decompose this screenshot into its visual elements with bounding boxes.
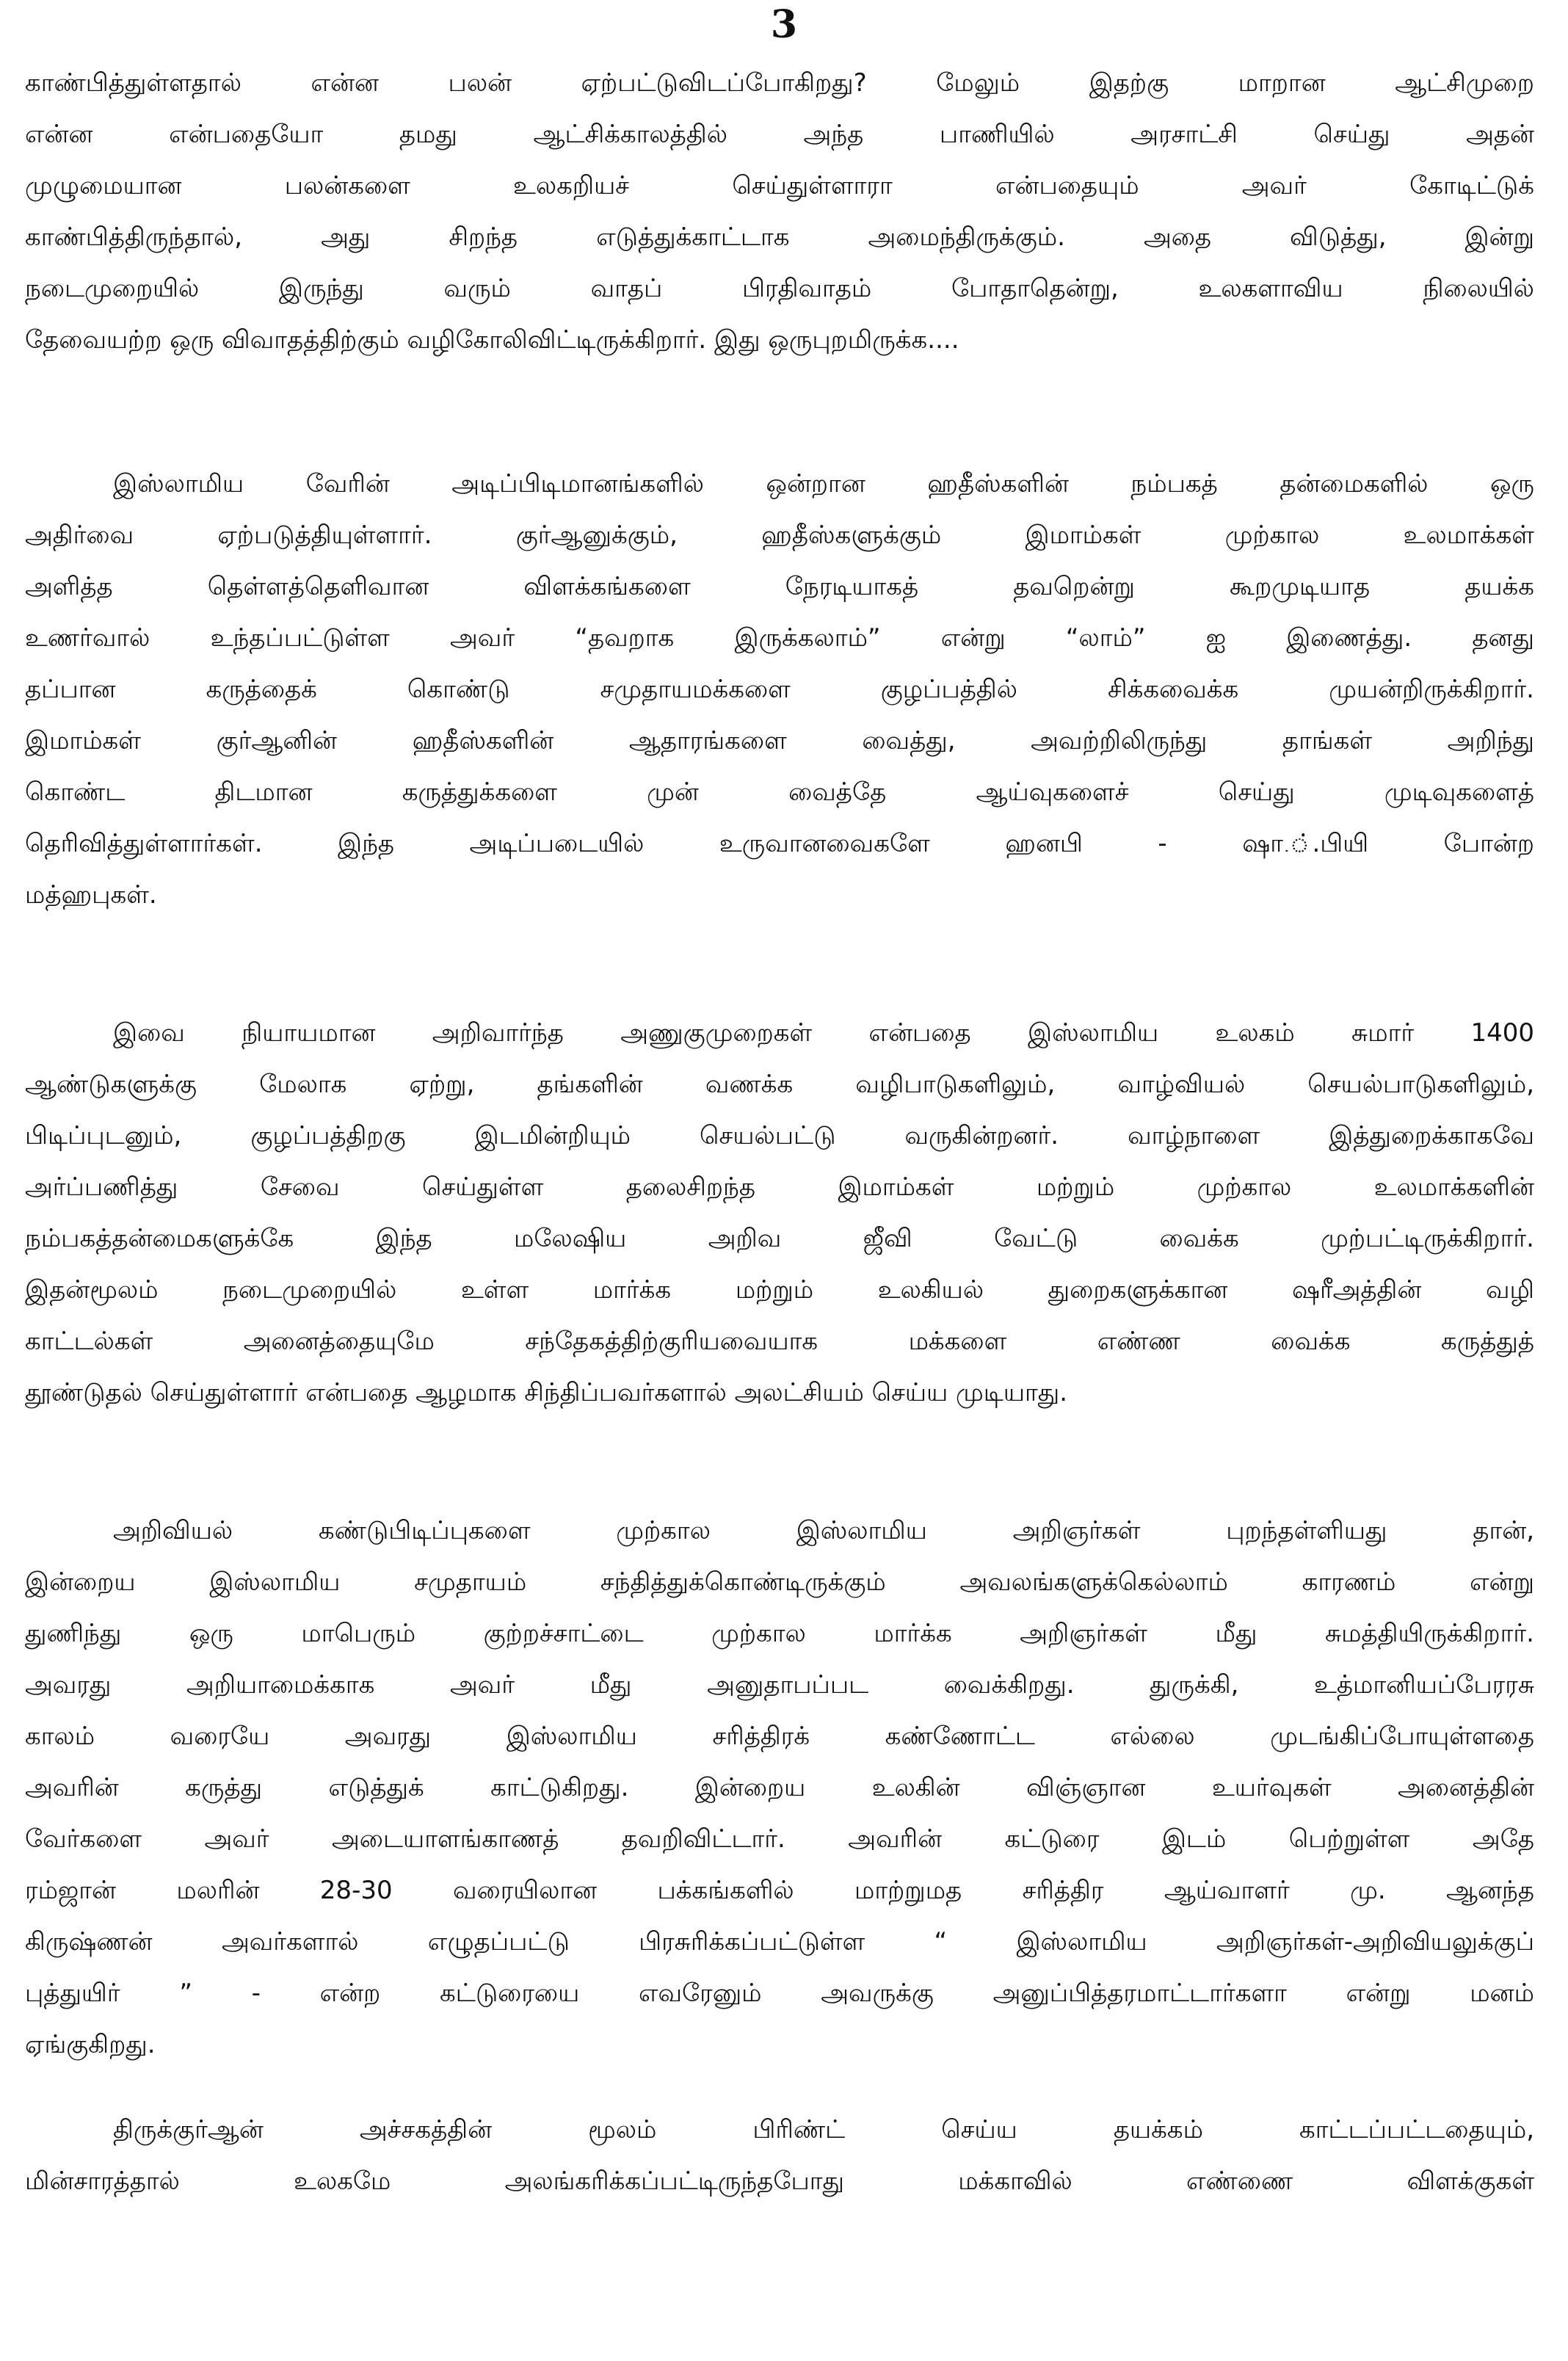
text-line: இன்றைய இஸ்லாமிய சமுதாயம் சந்தித்துக்கொண்டிருக்கும் அவலங்களுக்கெல்லாம் காரணம் என்று (25, 1567, 1534, 1597)
text-line: திருக்குர்ஆன் அச்சகத்தின் மூலம் பிரிண்ட் செய்ய தயக்கம் காட்டப்பட்டதையும், (113, 2115, 1534, 2144)
text-line: அறிவியல் கண்டுபிடிப்புகளை முற்கால இஸ்லாமிய அறிஞர்கள் புறந்தள்ளியது தான், (113, 1516, 1534, 1545)
text-line: கொண்ட திடமான கருத்துக்களை முன் வைத்தே ஆய்வுகளைச் செய்து முடிவுகளைத் (25, 777, 1534, 807)
text-line: பிடிப்புடனும், குழப்பத்திறகு இடமின்றியும் செயல்பட்டு வருகின்றனர். வாழ்நாளை இத்துறைக்காகவே (25, 1121, 1534, 1150)
paragraph-5 (25, 2104, 1534, 2207)
text-line: இவை நியாயமான அறிவார்ந்த அணுகுமுறைகள் என்பதை இஸ்லாமிய உலகம் சுமார் 1400 (113, 1018, 1534, 1048)
text-line: ஆண்டுகளுக்கு மேலாக ஏற்று, தங்களின் வணக்க வழிபாடுகளிலும், வாழ்வியல் செயல்பாடுகளிலும், (25, 1070, 1534, 1099)
paragraph-2 (25, 458, 1534, 921)
text-line: இதன்மூலம் நடைமுறையில் உள்ள மார்க்க மற்றும் உலகியல் துறைகளுக்கான ஷரீஅத்தின் வழி (25, 1275, 1534, 1305)
text-line: ஏங்குகிறது. (25, 2030, 156, 2059)
text-line: தூண்டுதல் செய்துள்ளார் என்பதை ஆழமாக சிந்திப்பவர்களால் அலட்சியம் செய்ய முடியாது. (25, 1378, 1068, 1407)
paragraph-1 (25, 57, 1534, 366)
text-line: மத்ஹபுகள். (25, 880, 157, 910)
page-number: 3 (770, 2, 798, 47)
text-line: காண்பித்துள்ளதால் என்ன பலன் ஏற்பட்டுவிடப்போகிறது? மேலும் இதற்கு மாறான ஆட்சிமுறை (25, 68, 1534, 98)
text-line: அளித்த தெள்ளத்தெளிவான விளக்கங்களை நேரடியாகத் தவறென்று கூறமுடியாத தயக்க (25, 572, 1534, 601)
paragraph-4 (25, 1505, 1534, 2070)
text-line: ரம்ஜான் மலரின் 28-30 வரையிலான பக்கங்களில் மாற்றுமத சரித்திர ஆய்வாளர் மு. ஆனந்த (25, 1876, 1534, 1905)
text-line: புத்துயிர் ” - என்ற கட்டுரையை எவரேனும் அவருக்கு அனுப்பித்தரமாட்டார்களா என்று மனம் (25, 1979, 1534, 2008)
text-line: அர்ப்பணித்து சேவை செய்துள்ள தலைசிறந்த இமாம்கள் மற்றும் முற்கால உலமாக்களின் (25, 1172, 1534, 1202)
paragraph-3 (25, 1007, 1534, 1418)
text-line: அதிர்வை ஏற்படுத்தியுள்ளார். குர்ஆனுக்கும், ஹதீஸ்களுக்கும் இமாம்கள் முற்கால உலமாக்கள் (25, 521, 1534, 550)
text-line: அவரது அறியாமைக்காக அவர் மீது அனுதாபப்பட வைக்கிறது. துருக்கி, உத்மானியப்பேரரசு (25, 1670, 1534, 1700)
text-line: தேவையற்ற ஒரு விவாதத்திற்கும் வழிகோலிவிட்டிருக்கிறார். இது ஒருபுறமிருக்க.... (25, 325, 959, 355)
text-line: முழுமையான பலன்களை உலகறியச் செய்துள்ளாரா என்பதையும் அவர் கோடிட்டுக் (25, 171, 1534, 200)
text-line: வேர்களை அவர் அடையாளங்காணத் தவறிவிட்டார். அவரின் கட்டுரை இடம் பெற்றுள்ள அதே (25, 1824, 1534, 1854)
text-line: காண்பித்திருந்தால், அது சிறந்த எடுத்துக்காட்டாக அமைந்திருக்கும். அதை விடுத்து, இன்று (25, 222, 1534, 252)
text-line: நடைமுறையில் இருந்து வரும் வாதப் பிரதிவாதம் போதாதென்று, உலகளாவிய நிலையில் (25, 274, 1534, 303)
text-line: இஸ்லாமிய வேரின் அடிப்பிடிமானங்களில் ஒன்றான ஹதீஸ்களின் நம்பகத் தன்மைகளில் ஒரு (113, 469, 1534, 498)
text-line: மின்சாரத்தால் உலகமே அலங்கரிக்கப்பட்டிருந்தபோது மக்காவில் எண்ணை விளக்குகள் (25, 2166, 1534, 2196)
text-line: தெரிவித்துள்ளார்கள். இந்த அடிப்படையில் உருவானவைகளே ஹனபி - ஷா.்.பியி போன்ற (25, 829, 1534, 858)
text-line: காட்டல்கள் அனைத்தையுமே சந்தேகத்திற்குரியவையாக மக்களை எண்ண வைக்க கருத்துத் (25, 1327, 1534, 1356)
text-line: துணிந்து ஒரு மாபெரும் குற்றச்சாட்டை முற்கால மார்க்க அறிஞர்கள் மீது சுமத்தியிருக்கிறார். (25, 1619, 1534, 1648)
text-line: தப்பான கருத்தைக் கொண்டு சமுதாயமக்களை குழப்பத்தில் சிக்கவைக்க முயன்றிருக்கிறார். (25, 675, 1534, 704)
text-line: காலம் வரையே அவரது இஸ்லாமிய சரித்திரக் கண்ணோட்ட எல்லை முடங்கிப்போயுள்ளதை (25, 1722, 1534, 1751)
text-line: என்ன என்பதையோ தமது ஆட்சிக்காலத்தில் அந்த பாணியில் அரசாட்சி செய்து அதன் (25, 120, 1534, 149)
text-line: நம்பகத்தன்மைகளுக்கே இந்த மலேஷிய அறிவ ஜீவி வேட்டு வைக்க முற்பட்டிருக்கிறார். (25, 1224, 1534, 1253)
text-line: இமாம்கள் குர்ஆனின் ஹதீஸ்களின் ஆதாரங்களை வைத்து, அவற்றிலிருந்து தாங்கள் அறிந்து (25, 726, 1534, 755)
text-line: அவரின் கருத்து எடுத்துக் காட்டுகிறது. இன்றைய உலகின் விஞ்ஞான உயர்வுகள் அனைத்தின் (25, 1773, 1534, 1802)
text-line: கிருஷ்ணன் அவர்களால் எழுதப்பட்டு பிரசுரிக்கப்பட்டுள்ள “ இஸ்லாமிய அறிஞர்கள்-அறிவியலுக்குப் (25, 1927, 1534, 1956)
text-line: உணர்வால் உந்தப்பட்டுள்ள அவர் “தவறாக இருக்கலாம்” என்று “லாம்” ஐ இணைத்து. தனது (25, 623, 1534, 653)
